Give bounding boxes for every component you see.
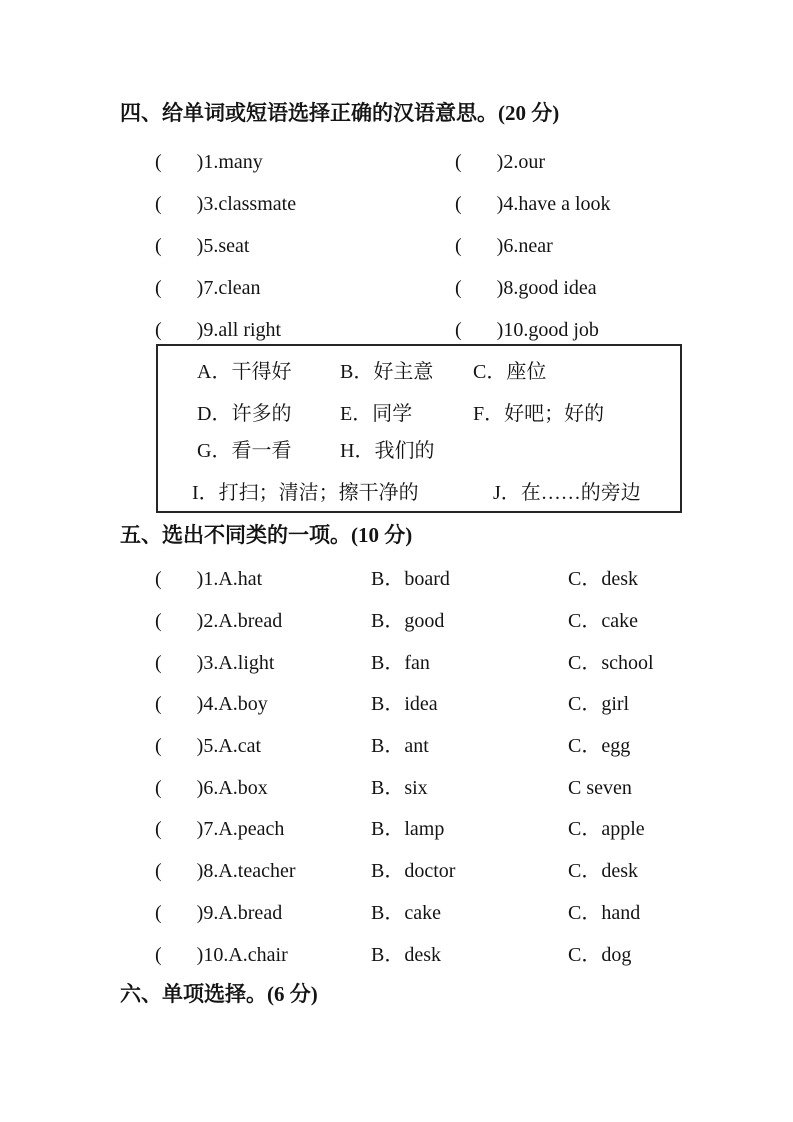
- question-item: [155, 275, 261, 301]
- question-text: )6.near: [496, 235, 553, 257]
- option-b: B．idea: [371, 693, 438, 715]
- option-item: F．好吧；好的: [473, 403, 605, 425]
- question-text: )2.A.bread: [196, 610, 283, 632]
- options-box: [156, 344, 682, 513]
- section4-title: 四、给单词或短语选择正确的汉语意思。(20 分): [120, 101, 560, 125]
- option-c: C．desk: [568, 860, 638, 882]
- question-text: )9.A.bread: [196, 902, 283, 924]
- question-text: )4.A.boy: [196, 693, 268, 715]
- question-text: )1.many: [196, 151, 263, 173]
- question-item: [455, 191, 611, 217]
- option-c: C．dog: [568, 944, 632, 966]
- question-text: )1.A.hat: [196, 568, 263, 590]
- question-text: )3.classmate: [196, 193, 297, 215]
- question-item: [455, 233, 553, 259]
- answer-blank-paren: (: [455, 235, 462, 257]
- question-text: )8.good idea: [496, 277, 597, 299]
- question-item: [455, 317, 599, 343]
- answer-blank-paren: (: [155, 860, 162, 882]
- option-item: C．座位: [473, 361, 547, 383]
- option-item: H．我们的: [340, 440, 435, 462]
- option-b: B．fan: [371, 652, 430, 674]
- answer-blank-paren: (: [155, 735, 162, 757]
- question-item: [155, 733, 261, 759]
- option-b: B．doctor: [371, 860, 456, 882]
- answer-blank-paren: (: [455, 277, 462, 299]
- question-text: )3.A.light: [196, 652, 275, 674]
- question-text: )7.clean: [196, 277, 261, 299]
- option-b: B．six: [371, 777, 428, 799]
- option-item: D．许多的: [197, 403, 292, 425]
- question-item: [155, 149, 263, 175]
- option-item: G．看一看: [197, 440, 292, 462]
- option-c: C．egg: [568, 735, 631, 757]
- option-c: C．school: [568, 652, 654, 674]
- section5-title: 五、选出不同类的一项。(10 分): [120, 523, 413, 547]
- option-b: B．ant: [371, 735, 429, 757]
- option-item: B．好主意: [340, 361, 434, 383]
- question-text: )8.A.teacher: [196, 860, 296, 882]
- option-b: B．lamp: [371, 818, 445, 840]
- answer-blank-paren: (: [155, 568, 162, 590]
- option-c: C．girl: [568, 693, 630, 715]
- answer-blank-paren: (: [155, 902, 162, 924]
- question-item: [155, 233, 249, 259]
- question-text: )10.good job: [496, 319, 599, 341]
- option-item: I．打扫；清洁；擦干净的: [192, 482, 419, 504]
- question-text: )7.A.peach: [196, 818, 285, 840]
- question-item: [155, 317, 281, 343]
- question-text: )6.A.box: [196, 777, 268, 799]
- option-c: C．apple: [568, 818, 645, 840]
- answer-blank-paren: (: [155, 277, 162, 299]
- answer-blank-paren: (: [455, 319, 462, 341]
- question-item: [155, 942, 288, 968]
- section6-title: 六、单项选择。(6 分): [120, 982, 318, 1006]
- question-item: [455, 275, 597, 301]
- answer-blank-paren: (: [455, 193, 462, 215]
- option-b: B．cake: [371, 902, 441, 924]
- option-b: B．board: [371, 568, 450, 590]
- question-item: [155, 900, 282, 926]
- answer-blank-paren: (: [155, 193, 162, 215]
- question-text: )2.our: [496, 151, 545, 173]
- question-text: )9.all right: [196, 319, 282, 341]
- question-item: [155, 650, 274, 676]
- option-item: A．干得好: [197, 361, 292, 383]
- question-item: [155, 608, 282, 634]
- question-item: [155, 775, 268, 801]
- question-item: [455, 149, 545, 175]
- question-item: [155, 566, 262, 592]
- answer-blank-paren: (: [155, 693, 162, 715]
- answer-blank-paren: (: [155, 818, 162, 840]
- question-text: )10.A.chair: [196, 944, 288, 966]
- question-text: )5.A.cat: [196, 735, 262, 757]
- answer-blank-paren: (: [155, 151, 162, 173]
- answer-blank-paren: (: [455, 151, 462, 173]
- answer-blank-paren: (: [155, 319, 162, 341]
- option-b: B．desk: [371, 944, 441, 966]
- question-item: [155, 191, 296, 217]
- answer-blank-paren: (: [155, 944, 162, 966]
- option-b: B．good: [371, 610, 445, 632]
- question-item: [155, 816, 284, 842]
- option-c: C seven: [568, 777, 632, 799]
- answer-blank-paren: (: [155, 610, 162, 632]
- answer-blank-paren: (: [155, 235, 162, 257]
- question-text: )5.seat: [196, 235, 250, 257]
- answer-blank-paren: (: [155, 777, 162, 799]
- question-text: )4.have a look: [496, 193, 611, 215]
- question-item: [155, 691, 268, 717]
- option-c: C．desk: [568, 568, 638, 590]
- option-c: C．cake: [568, 610, 638, 632]
- option-c: C．hand: [568, 902, 641, 924]
- option-item: J．在……的旁边: [493, 482, 641, 504]
- question-item: [155, 858, 296, 884]
- option-item: E．同学: [340, 403, 413, 425]
- answer-blank-paren: (: [155, 652, 162, 674]
